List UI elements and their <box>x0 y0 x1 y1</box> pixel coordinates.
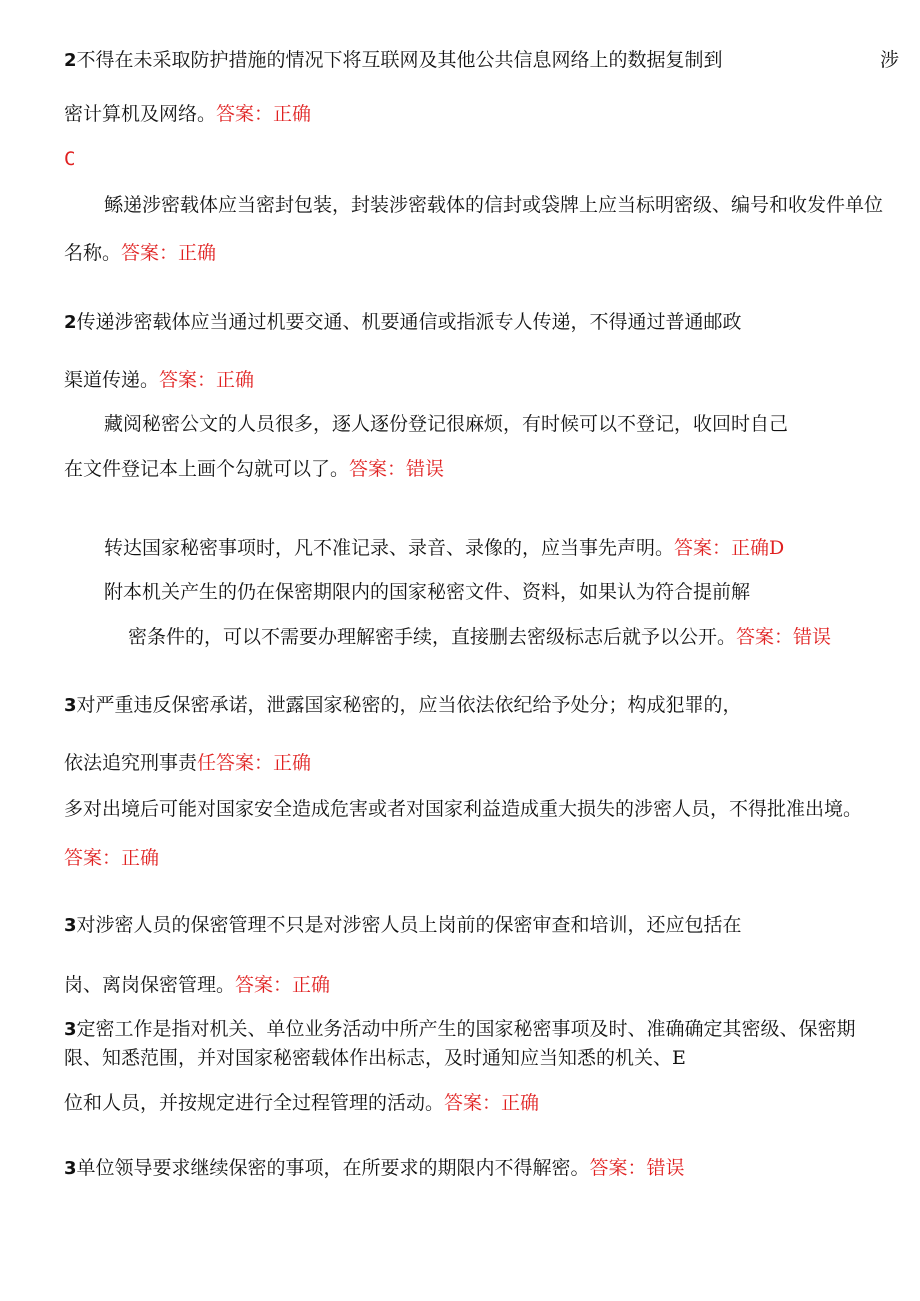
question-line-14: 多对出境后可能对国家安全造成危害或者对国家利益造成重大损失的涉密人员，不得批准出境。 <box>64 798 863 820</box>
question-line-7: 藏阅秘密公文的人员很多，逐人逐份登记很麻烦，有时候可以不登记，收回时自己 <box>104 413 789 435</box>
question-line-4: 名称。答案：正确 <box>64 242 217 264</box>
answer-label: 答案：错误 <box>349 458 445 480</box>
question-line-18: 3定密工作是指对机关、单位业务活动中所产生的国家秘密事项及时、准确确定其密级、保密期 <box>64 1018 856 1040</box>
question-line-12: 3对严重违反保密承诺，泄露国家秘密的，应当依法依纪给予处分；构成犯罪的， <box>64 694 742 716</box>
question-line-6: 渠道传递。答案：正确 <box>64 369 255 391</box>
answer-label: 答案：正确 <box>64 847 160 869</box>
question-line-9: 转达国家秘密事项时，凡不准记录、录音、录像的，应当事先声明。答案：正确D <box>104 537 785 559</box>
answer-label: 答案：正确 <box>235 974 331 996</box>
question-line-2: 密计算机及网络。答案：正确 <box>64 103 312 125</box>
answer-label: 答案：错误 <box>589 1157 685 1179</box>
question-line-11: 密条件的，可以不需要办理解密手续，直接删去密级标志后就予以公开。答案：错误 <box>128 626 832 648</box>
question-line-5: 2传递涉密载体应当通过机要交通、机要通信或指派专人传递，不得通过普通邮政 <box>64 311 742 333</box>
question-line-17: 岗、离岗保密管理。答案：正确 <box>64 974 331 996</box>
question-line-8: 在文件登记本上画个勾就可以了。答案：错误 <box>64 458 445 480</box>
answer-label: 答案：正确 <box>121 242 217 264</box>
question-line-1: 2不得在未采取防护措施的情况下将互联网及其他公共信息网络上的数据复制到 <box>64 49 723 71</box>
answer-label: 答案：正确 <box>216 103 312 125</box>
answer-label: 答案：错误 <box>736 626 832 648</box>
answer-label: 答案：正确 <box>444 1092 540 1114</box>
question-line-16: 3对涉密人员的保密管理不只是对涉密人员上岗前的保密审查和培训，还应包括在 <box>64 914 742 936</box>
question-line-19: 限、知悉范围，并对国家秘密载体作出标志，及时通知应当知悉的机关、E <box>64 1047 686 1069</box>
question-line-15 <box>64 846 159 870</box>
answer-label: 答案：正确 <box>159 369 255 391</box>
line-1-tail: 涉 <box>880 49 900 71</box>
question-line-3: 鲧递涉密载体应当密封包装，封装涉密载体的信封或袋牌上应当标明密级、编号和收发件单位 <box>104 194 884 216</box>
marker-c: C <box>64 148 76 170</box>
question-line-20: 位和人员，并按规定进行全过程管理的活动。答案：正确 <box>64 1092 540 1114</box>
question-line-10: 附本机关产生的仍在保密期限内的国家秘密文件、资料，如果认为符合提前解 <box>104 581 751 603</box>
question-line-13: 依法追究刑事责任答案：正确 <box>64 752 312 774</box>
question-line-21: 3单位领导要求继续保密的事项，在所要求的期限内不得解密。答案：错误 <box>64 1157 685 1179</box>
answer-label: 任答案：正确 <box>197 752 312 774</box>
answer-label: 答案：正确 <box>674 537 770 559</box>
